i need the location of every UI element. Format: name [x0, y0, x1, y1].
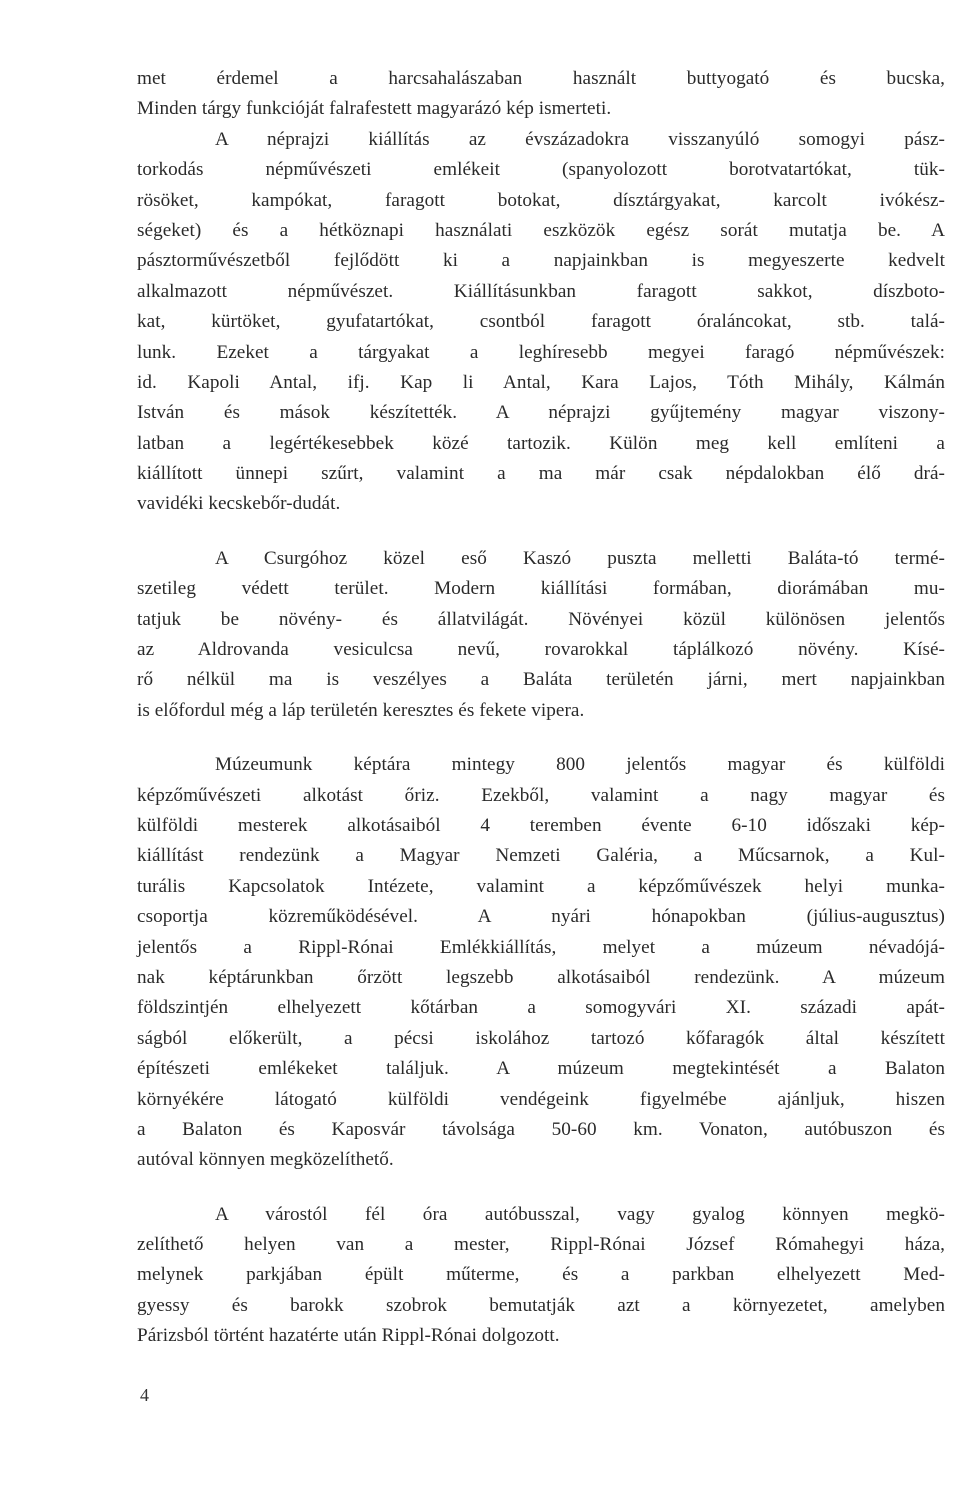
text-line: lunk. Ezeket a tárgyakat a leghíresebb megyei faragó népművészek: — [137, 341, 945, 363]
text-line: Párizsból történt hazatérte után Rippl-Rónai dolgozott. — [137, 1325, 560, 1347]
text-line: az Aldrovanda vesiculcsa nevű, rovarokkal táplálkozó növény. Kísé- — [137, 639, 945, 661]
text-line: Múzeumunk képtára mintegy 800 jelentős magyar és külföldi — [215, 754, 945, 776]
text-line: szetileg védett terület. Modern kiállítási formában, diorámában mu- — [137, 578, 945, 600]
text-line: ságból előkerült, a pécsi iskolához tartozó kőfaragók által készített — [137, 1027, 945, 1049]
text-line: ségeket) és a hétköznapi használati eszközök egész sorát mutatja be. A — [137, 219, 945, 241]
text-line: is előfordul még a láp területén keresztes és fekete vipera. — [137, 699, 585, 721]
text-line: A néprajzi kiállítás az évszázadokra visszanyúló somogyi pász- — [215, 128, 945, 150]
text-line: a Balaton és Kaposvár távolsága 50-60 km. Vonaton, autóbuszon és — [137, 1118, 945, 1140]
text-line: kat, kürtöket, gyufatartókat, csontból faragott óraláncokat, stb. talá- — [137, 311, 945, 333]
document-page — [137, 64, 957, 1352]
text-line: környékére látogató külföldi vendégeink figyelmébe ajánljuk, hiszen — [137, 1088, 945, 1110]
text-line: csoportja közreműködésével. A nyári hónapokban (július-augusztus) — [137, 906, 945, 928]
paragraph-gap — [137, 1176, 957, 1200]
text-line: gyessy és barokk szobrok bemutatják azt a környezetet, amelyben — [137, 1294, 945, 1316]
text-line: vavidéki kecskebőr-dudát. — [137, 493, 341, 515]
text-line: melynek parkjában épült műterme, és a parkban elhelyezett Med- — [137, 1264, 945, 1286]
text-line: turális Kapcsolatok Intézete, valamint a képzőművészek helyi munka- — [137, 875, 945, 897]
paragraph-1 — [137, 64, 957, 125]
paragraph-gap — [137, 726, 957, 750]
text-line: rő nélkül ma is veszélyes a Baláta területén járni, mert napjainkban — [137, 669, 945, 691]
text-line: jelentős a Rippl-Rónai Emlékkiállítás, melyet a múzeum névadójá- — [137, 936, 945, 958]
text-line: kiállított ünnepi szűrt, valamint a ma már csak népdalokban élő drá- — [137, 463, 945, 485]
paragraph-4 — [137, 750, 957, 1175]
text-line: alkalmazott népművészet. Kiállításunkban faragott sakkot, díszboto- — [137, 280, 945, 302]
paragraph-2 — [137, 125, 957, 520]
text-line: földszintjén elhelyezett kőtárban a somogyvári XI. századi apát- — [137, 997, 945, 1019]
text-line: tatjuk be növény- és állatvilágát. Növényei közül különösen jelentős — [137, 608, 945, 630]
text-line: met érdemel a harcsahalászaban használt buttyogató és bucska, — [137, 68, 945, 89]
text-line: építészeti emlékeket találjuk. A múzeum megtekintését a Balaton — [137, 1058, 945, 1080]
paragraph-gap — [137, 520, 957, 544]
text-line: latban a legértékesebbek közé tartozik. Külön meg kell említeni a — [137, 432, 945, 454]
text-line: képzőművészeti alkotást őriz. Ezekből, valamint a nagy magyar és — [137, 784, 945, 806]
text-line: külföldi mesterek alkotásaiból 4 teremben évente 6-10 időszaki kép- — [137, 814, 945, 836]
page-number: 4 — [140, 1385, 149, 1405]
text-line: A Csurgóhoz közel eső Kaszó puszta melletti Baláta-tó termé- — [215, 547, 945, 569]
text-line: kiállítást rendezünk a Magyar Nemzeti Galéria, a Műcsarnok, a Kul- — [137, 845, 945, 867]
paragraph-3 — [137, 544, 957, 726]
text-line: autóval könnyen megközelíthető. — [137, 1149, 394, 1171]
text-line: zelíthető helyen van a mester, Rippl-Rónai József Rómahegyi háza, — [137, 1234, 945, 1256]
text-line: pásztorművészetből fejlődött ki a napjainkban is megyeszerte kedvelt — [137, 250, 945, 272]
text-line: A várostól fél óra autóbusszal, vagy gyalog könnyen megkö- — [215, 1203, 945, 1225]
text-line: nak képtárunkban őrzött legszebb alkotásaiból rendezünk. A múzeum — [137, 966, 945, 988]
text-line: István és mások készítették. A néprajzi gyűjtemény magyar viszony- — [137, 402, 945, 424]
text-line: id. Kapoli Antal, ifj. Kap li Antal, Kara Lajos, Tóth Mihály, Kálmán — [137, 371, 945, 393]
text-line: rösöket, kampókat, faragott botokat, dísztárgyakat, karcolt ivókész- — [137, 189, 945, 211]
paragraph-5 — [137, 1200, 957, 1352]
text-line: torkodás népművészeti emlékeit (spanyolozott borotvatartókat, tük- — [137, 159, 945, 181]
text-line: Minden tárgy funkcióját falrafestett magyarázó kép ismerteti. — [137, 98, 612, 120]
